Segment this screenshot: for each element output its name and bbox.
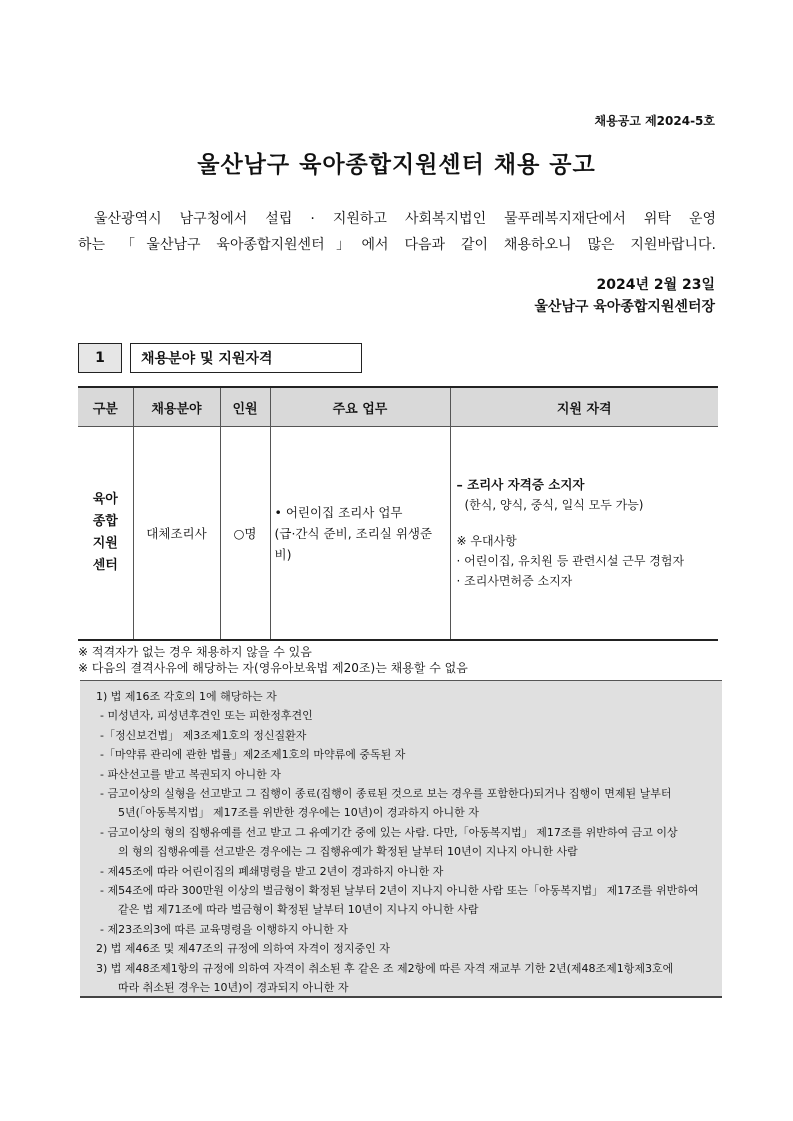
duty-line: • 어린이집 조리사 업무 [274,504,403,520]
list-item: 의 형의 집행유예를 선고받은 경우에는 그 집행유예가 확정된 날부터 10년이 지나지 아니한 사람 [118,845,578,859]
notice-number: 채용공고 제2024-5호 [594,114,715,128]
list-item: - 금고이상의 실형을 선고받고 그 집행이 종료(집행이 종료된 것으로 보는 경우를 포함한다)되거나 집행이 면제된 날부터 [100,787,672,801]
intro-paragraph [78,206,716,258]
header-field: 채용분야 [133,387,220,427]
header-count: 인원 [220,387,270,427]
section-number: 1 [78,343,122,373]
list-item: - 제23조의3에 따른 교육명령을 이행하지 아니한 자 [100,922,348,936]
list-item: -「정신보건법」 제3조제1호의 정신질환자 [100,728,307,742]
list-item: 따라 취소된 경우는 10년)이 경과되지 아니한 자 [118,981,349,995]
dept-line: 센터 [92,558,118,573]
intro-line-2: 하는 「울산남구 육아종합지원센터」에서 다음과 같이 채용하오니 많은 지원바랍니다. [78,237,716,253]
list-item: 2) 법 제46조 및 제47조의 규정에 의하여 자격이 정지중인 자 [96,942,390,956]
qualification-cell [450,427,718,641]
issuer: 울산남구 육아종합지원센터장 [534,299,715,315]
header-category: 구분 [78,387,133,427]
list-item: - 제45조에 따라 어린이집의 폐쇄명령을 받고 2년이 경과하지 아니한 자 [100,864,444,878]
preference-title: ※ 우대사항 [456,534,517,548]
list-item: 같은 법 제71조에 따라 벌금형이 확정된 날부터 10년이 지나지 아니한 사람 [118,903,479,917]
qualification-main: – 조리사 자격증 소지자 [456,477,585,492]
header-qualification: 지원 자격 [450,387,718,427]
qualification-sub: (한식, 양식, 중식, 일식 모두 가능) [464,498,644,512]
header-duties: 주요 업무 [270,387,450,427]
duty-line: (급·간식 준비, 조리실 위생준비) [274,525,433,562]
count-cell: ○명 [220,427,270,641]
list-item: 1) 법 제16조 각호의 1에 해당하는 자 [96,690,277,703]
intro-line-1: 울산광역시 남구청에서 설립 · 지원하고 사회복지법인 물푸레복지재단에서 위탁 운영 [94,211,716,227]
dept-line: 종합 [92,514,118,529]
list-item: - 금고이상의 형의 집행유예를 선고 받고 그 유예기간 중에 있는 사람. 다만,「아동복지법」 제17조를 위반하여 금고 이상 [100,825,678,839]
table-row [78,427,718,641]
disqualification-box [80,680,722,998]
list-item: - 파산선고를 받고 복권되지 아니한 자 [100,767,281,781]
notice-date: 2024년 2월 23일 [596,277,715,293]
dept-line: 지원 [92,536,118,551]
note-no-eligible: ※ 적격자가 없는 경우 채용하지 않을 수 있음 [78,645,312,659]
section-title: 채용분야 및 지원자격 [130,343,362,373]
recruitment-table [78,386,718,641]
preference-item: · 조리사면허증 소지자 [456,574,573,588]
note-disqualification: ※ 다음의 결격사유에 해당하는 자(영유아보육법 제20조)는 채용할 수 없음 [78,661,468,675]
dept-line: 육아 [92,492,118,507]
duties-cell [270,427,450,641]
list-item: 5년(「아동복지법」 제17조를 위반한 경우에는 10년)이 경과하지 아니한 자 [118,806,479,820]
page-title: 울산남구 육아종합지원센터 채용 공고 [197,152,596,178]
list-item: - 미성년자, 피성년후견인 또는 피한정후견인 [100,709,313,723]
dept-cell [78,427,133,641]
table-header-row [78,387,718,427]
preference-item: · 어린이집, 유치원 등 관련시설 근무 경험자 [456,554,685,568]
list-item: - 제54조에 따라 300만원 이상의 벌금형이 확정된 날부터 2년이 지나지 아니한 사람 또는「아동복지법」 제17조를 위반하여 [100,884,699,898]
list-item: 3) 법 제48조제1항의 규정에 의하여 자격이 취소된 후 같은 조 제2항에 따른 자격 재교부 기한 2년(제48조제1항제3호에 [96,961,674,975]
field-cell: 대체조리사 [133,427,220,641]
list-item: -「마약류 관리에 관한 법률」제2조제1호의 마약류에 중독된 자 [100,748,406,762]
